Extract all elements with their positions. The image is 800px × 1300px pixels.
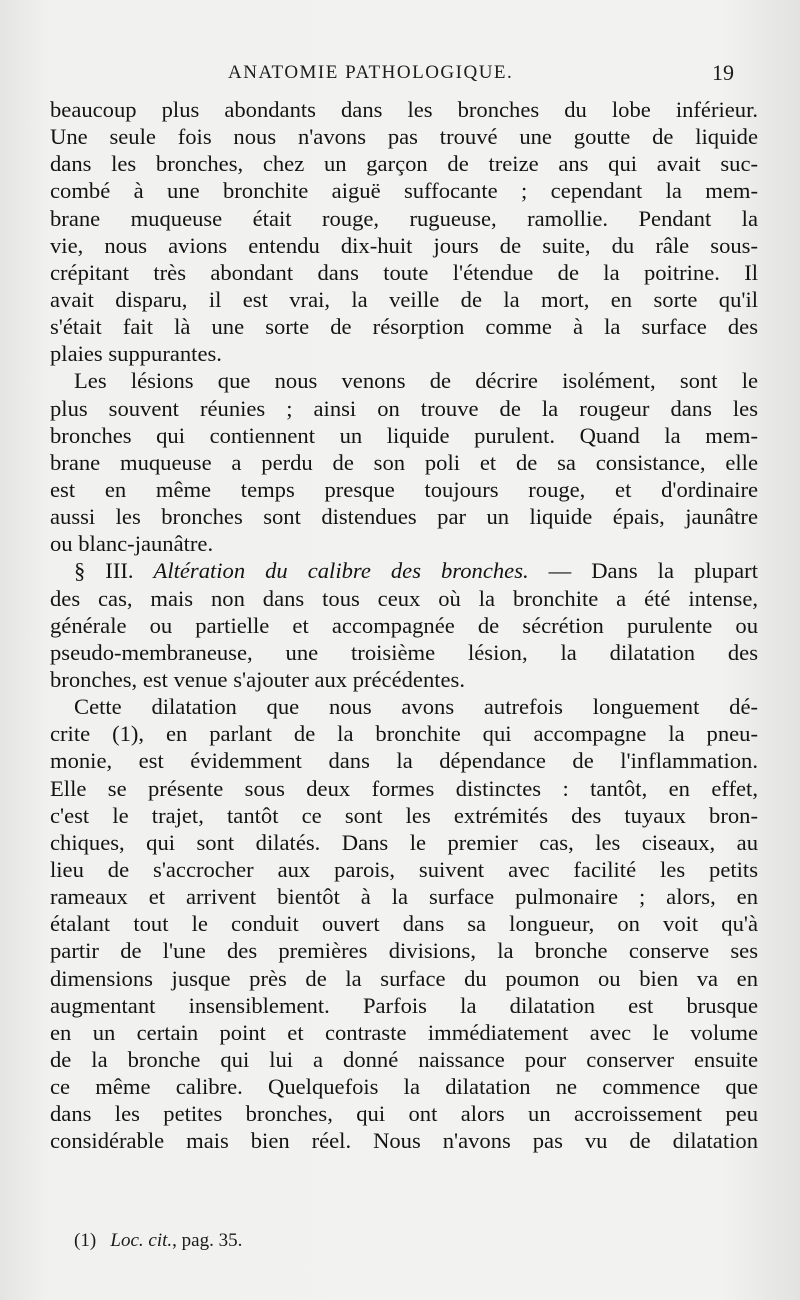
text-line: dimensions jusque près de la surface du poumon ou bien va en [50, 965, 758, 991]
text-line: vie, nous avions entendu dix-huit jours de suite, du râle sous- [50, 232, 758, 258]
text-line: est en même temps presque toujours rouge, et d'ordinaire [50, 476, 758, 502]
text-line: crite (1), en parlant de la bronchite qui accompagne la pneu- [50, 721, 758, 747]
text-line: considérable mais bien réel. Nous n'avons pas vu de dilatation [50, 1128, 758, 1154]
text-line: Cette dilatation que nous avons autrefois longuement dé- [74, 694, 758, 720]
text-line: ou blanc-jaunâtre. [50, 531, 214, 557]
text-line: en un certain point et contraste immédiatement avec le volume [50, 1019, 758, 1045]
text-line: combé à une bronchite aiguë suffocante ; cependant la mem- [50, 178, 758, 204]
text-line: de la bronche qui lui a donné naissance pour conserver ensuite [50, 1046, 758, 1072]
section-continuation: — Dans la plupart [528, 558, 758, 584]
text-line: brane muqueuse était rouge, rugueuse, ramollie. Pendant la [50, 205, 758, 231]
text-line: avait disparu, il est vrai, la veille de la mort, en sorte qu'il [50, 286, 758, 312]
text-line: lieu de s'accrocher aux parois, suivent avec facilité les petits [50, 856, 758, 882]
text-line: pseudo-membraneuse, une troisième lésion, la dilatation des [50, 639, 758, 665]
text-line: augmentant insensiblement. Parfois la dilatation est brusque [50, 992, 758, 1018]
text-line: bronches, est venue s'ajouter aux précédentes. [50, 666, 465, 692]
text-line: dans les petites bronches, qui ont alors un accroissement peu [50, 1101, 758, 1127]
footnote-marker: (1) [74, 1230, 97, 1251]
text-line: rameaux et arrivent bientôt à la surface pulmonaire ; alors, en [50, 884, 758, 910]
text-line: c'est le trajet, tantôt ce sont les extrémités des tuyaux bron- [50, 802, 758, 828]
text-line: plaies suppurantes. [50, 341, 222, 367]
section-heading-line [50, 557, 758, 584]
footnote-reference: , pag. 35. [172, 1230, 243, 1251]
section-number: § III. [74, 558, 154, 584]
text-line: brane muqueuse a perdu de son poli et de sa consistance, elle [50, 449, 758, 475]
text-line: Elle se présente sous deux formes distinctes : tantôt, en effet, [50, 775, 758, 801]
text-line: générale ou partielle et accompagnée de sécrétion purulente ou [50, 612, 758, 638]
text-line: monie, est évidemment dans la dépendance de l'inflammation. [50, 748, 758, 774]
text-line: partir de l'une des premières divisions, la bronche conserve ses [50, 938, 758, 964]
footnote [74, 1230, 242, 1252]
text-line: beaucoup plus abondants dans les bronches du lobe inférieur. [50, 97, 758, 122]
running-head: ANATOMIE PATHOLOGIQUE. [228, 62, 514, 83]
text-line: crépitant très abondant dans toute l'étendue de la poitrine. Il [50, 259, 758, 285]
footnote-citation: Loc. cit. [110, 1230, 173, 1251]
text-line: Les lésions que nous venons de décrire isolément, sont le [74, 368, 758, 394]
page-number: 19 [712, 60, 734, 85]
text-line: étalant tout le conduit ouvert dans sa longueur, on voit qu'à [50, 911, 758, 937]
body-text [50, 96, 758, 1154]
text-line: plus souvent réunies ; ainsi on trouve de la rougeur dans les [50, 395, 758, 421]
text-line: dans les bronches, chez un garçon de treize ans qui avait suc- [50, 151, 758, 177]
text-line: des cas, mais non dans tous ceux où la bronchite a été intense, [50, 585, 758, 611]
section-title: Altération du calibre des bronches. [153, 558, 529, 584]
text-line: bronches qui contiennent un liquide purulent. Quand la mem- [50, 422, 758, 448]
page-header [0, 62, 800, 92]
text-line: ce même calibre. Quelquefois la dilatation ne commence que [50, 1074, 758, 1100]
text-line: aussi les bronches sont distendues par un liquide épais, jaunâtre [50, 504, 758, 530]
text-line: chiques, qui sont dilatés. Dans le premier cas, les ciseaux, au [50, 829, 758, 855]
text-line: s'était fait là une sorte de résorption comme à la surface des [50, 314, 758, 340]
text-line: Une seule fois nous n'avons pas trouvé une goutte de liquide [50, 124, 758, 150]
